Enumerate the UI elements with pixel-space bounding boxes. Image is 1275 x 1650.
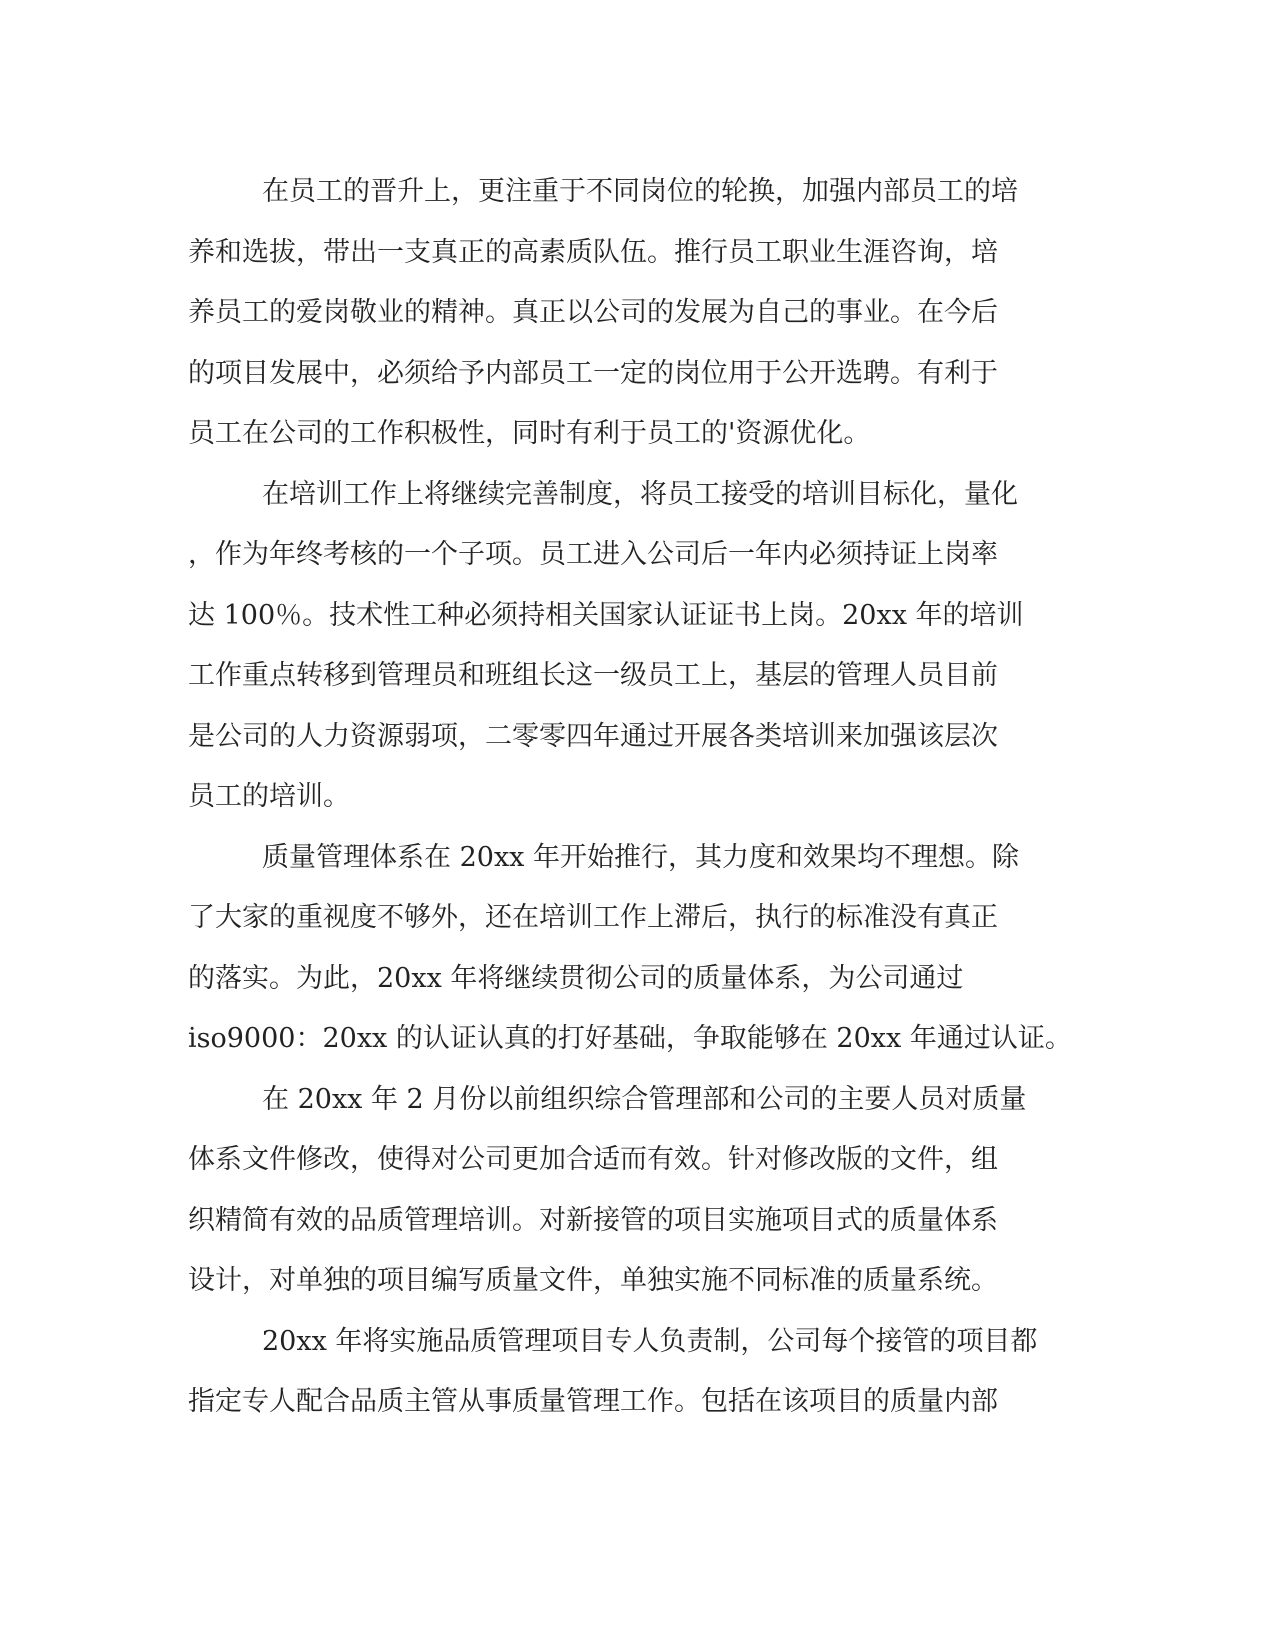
text-line: 体系文件修改，使得对公司更加合适而有效。针对修改版的文件，组	[188, 1144, 998, 1175]
text-line: 的项目发展中，必须给予内部员工一定的岗位用于公开选聘。有利于	[188, 357, 998, 389]
text-line: iso9000：20xx 的认证认真的打好基础，争取能够在 20xx 年通过认证。	[188, 1023, 1072, 1054]
text-line: 设计，对单独的项目编写质量文件，单独实施不同标准的质量系统。	[188, 1265, 998, 1296]
text-line: ，作为年终考核的一个子项。员工进入公司后一年内必须持证上岗率	[188, 539, 998, 570]
text-line: 员工在公司的工作积极性，同时有利于员工的'资源优化。	[188, 418, 871, 449]
text-line: 质量管理体系在 20xx 年开始推行，其力度和效果均不理想。除	[262, 841, 1019, 873]
text-line: 织精简有效的品质管理培训。对新接管的项目实施项目式的质量体系	[188, 1204, 998, 1236]
text-line: 是公司的人力资源弱项，二零零四年通过开展各类培训来加强该层次	[188, 720, 998, 752]
text-line: 了大家的重视度不够外，还在培训工作上滞后，执行的标准没有真正	[188, 902, 998, 933]
document-body	[188, 162, 1072, 1433]
text-line: 养和选拔，带出一支真正的高素质队伍。推行员工职业生涯咨询，培	[188, 236, 998, 268]
text-line: 工作重点转移到管理员和班组长这一级员工上，基层的管理人员目前	[188, 660, 998, 691]
text-line: 达 100％。技术性工种必须持相关国家认证证书上岗。20xx 年的培训	[188, 599, 1024, 631]
text-line: 养员工的爱岗敬业的精神。真正以公司的发展为自己的事业。在今后	[188, 297, 998, 328]
text-line: 20xx 年将实施品质管理项目专人负责制，公司每个接管的项目都	[262, 1325, 1038, 1357]
text-line: 在员工的晋升上，更注重于不同岗位的轮换，加强内部员工的培	[262, 176, 1018, 207]
text-line: 在培训工作上将继续完善制度，将员工接受的培训目标化，量化	[262, 478, 1018, 510]
text-line: 指定专人配合品质主管从事质量管理工作。包括在该项目的质量内部	[188, 1386, 998, 1417]
text-line: 在 20xx 年 2 月份以前组织综合管理部和公司的主要人员对质量	[262, 1083, 1027, 1115]
text-line: 员工的培训。	[188, 781, 350, 812]
text-line: 的落实。为此，20xx 年将继续贯彻公司的质量体系，为公司通过	[188, 962, 964, 994]
